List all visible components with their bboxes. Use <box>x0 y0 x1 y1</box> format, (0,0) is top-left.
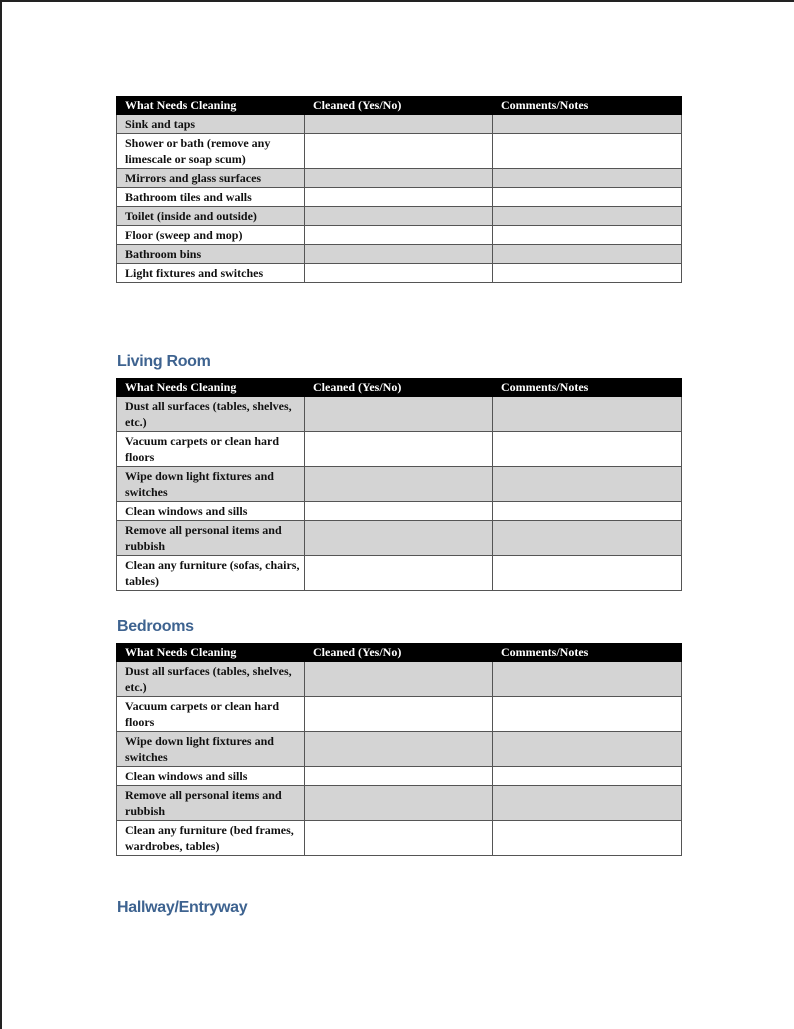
cleaned-cell[interactable] <box>305 115 493 134</box>
header-what-needs-cleaning: What Needs Cleaning <box>117 644 305 662</box>
bedrooms-table <box>116 643 682 856</box>
table-row <box>117 556 682 591</box>
comments-cell[interactable] <box>493 556 682 591</box>
cleaned-cell[interactable] <box>305 767 493 786</box>
header-comments: Comments/Notes <box>493 97 682 115</box>
table-header-row <box>117 379 682 397</box>
task-cell: Floor (sweep and mop) <box>117 226 305 245</box>
table-row <box>117 732 682 767</box>
hallway-title: Hallway/Entryway <box>117 899 248 916</box>
bathroom-table <box>116 96 682 283</box>
table-row <box>117 226 682 245</box>
header-cleaned: Cleaned (Yes/No) <box>305 644 493 662</box>
table-row <box>117 245 682 264</box>
header-comments: Comments/Notes <box>493 379 682 397</box>
header-what-needs-cleaning: What Needs Cleaning <box>117 379 305 397</box>
task-cell: Light fixtures and switches <box>117 264 305 283</box>
comments-cell[interactable] <box>493 502 682 521</box>
table-header-row <box>117 644 682 662</box>
task-cell: Vacuum carpets or clean hard floors <box>117 432 305 467</box>
task-cell: Clean windows and sills <box>117 502 305 521</box>
table-row <box>117 207 682 226</box>
table-row <box>117 134 682 169</box>
task-cell: Bathroom bins <box>117 245 305 264</box>
comments-cell[interactable] <box>493 169 682 188</box>
cleaned-cell[interactable] <box>305 134 493 169</box>
task-cell: Sink and taps <box>117 115 305 134</box>
task-cell: Toilet (inside and outside) <box>117 207 305 226</box>
task-cell: Wipe down light fixtures and switches <box>117 467 305 502</box>
cleaned-cell[interactable] <box>305 521 493 556</box>
comments-cell[interactable] <box>493 697 682 732</box>
cleaned-cell[interactable] <box>305 556 493 591</box>
header-cleaned: Cleaned (Yes/No) <box>305 379 493 397</box>
cleaned-cell[interactable] <box>305 732 493 767</box>
comments-cell[interactable] <box>493 397 682 432</box>
cleaned-cell[interactable] <box>305 821 493 856</box>
task-cell: Clean any furniture (bed frames, wardrobes, tables) <box>117 821 305 856</box>
task-cell: Shower or bath (remove any limescale or soap scum) <box>117 134 305 169</box>
living-room-table <box>116 378 682 591</box>
header-comments: Comments/Notes <box>493 644 682 662</box>
table-row <box>117 662 682 697</box>
table-row <box>117 169 682 188</box>
cleaned-cell[interactable] <box>305 467 493 502</box>
comments-cell[interactable] <box>493 226 682 245</box>
bathroom-rows <box>117 115 682 283</box>
comments-cell[interactable] <box>493 115 682 134</box>
header-cleaned: Cleaned (Yes/No) <box>305 97 493 115</box>
cleaned-cell[interactable] <box>305 245 493 264</box>
cleaned-cell[interactable] <box>305 169 493 188</box>
comments-cell[interactable] <box>493 786 682 821</box>
table-row <box>117 264 682 283</box>
cleaned-cell[interactable] <box>305 662 493 697</box>
comments-cell[interactable] <box>493 245 682 264</box>
cleaned-cell[interactable] <box>305 432 493 467</box>
page-edge-left <box>0 0 2 1029</box>
table-row <box>117 467 682 502</box>
bedrooms-title: Bedrooms <box>117 618 194 635</box>
task-cell: Clean windows and sills <box>117 767 305 786</box>
table-row <box>117 521 682 556</box>
comments-cell[interactable] <box>493 662 682 697</box>
task-cell: Vacuum carpets or clean hard floors <box>117 697 305 732</box>
cleaned-cell[interactable] <box>305 786 493 821</box>
living-room-section <box>116 378 681 591</box>
cleaned-cell[interactable] <box>305 502 493 521</box>
table-row <box>117 397 682 432</box>
comments-cell[interactable] <box>493 767 682 786</box>
comments-cell[interactable] <box>493 821 682 856</box>
comments-cell[interactable] <box>493 521 682 556</box>
task-cell: Dust all surfaces (tables, shelves, etc.) <box>117 662 305 697</box>
page-edge-top <box>0 0 794 2</box>
comments-cell[interactable] <box>493 188 682 207</box>
bedrooms-rows <box>117 662 682 856</box>
comments-cell[interactable] <box>493 432 682 467</box>
table-row <box>117 767 682 786</box>
table-row <box>117 115 682 134</box>
comments-cell[interactable] <box>493 207 682 226</box>
table-row <box>117 786 682 821</box>
comments-cell[interactable] <box>493 467 682 502</box>
table-row <box>117 432 682 467</box>
task-cell: Bathroom tiles and walls <box>117 188 305 207</box>
cleaned-cell[interactable] <box>305 397 493 432</box>
cleaned-cell[interactable] <box>305 207 493 226</box>
task-cell: Dust all surfaces (tables, shelves, etc.) <box>117 397 305 432</box>
task-cell: Remove all personal items and rubbish <box>117 786 305 821</box>
table-row <box>117 188 682 207</box>
header-what-needs-cleaning: What Needs Cleaning <box>117 97 305 115</box>
task-cell: Wipe down light fixtures and switches <box>117 732 305 767</box>
comments-cell[interactable] <box>493 134 682 169</box>
comments-cell[interactable] <box>493 732 682 767</box>
cleaned-cell[interactable] <box>305 264 493 283</box>
table-row <box>117 821 682 856</box>
table-row <box>117 502 682 521</box>
living-room-title: Living Room <box>117 353 211 370</box>
task-cell: Remove all personal items and rubbish <box>117 521 305 556</box>
cleaned-cell[interactable] <box>305 697 493 732</box>
cleaned-cell[interactable] <box>305 188 493 207</box>
task-cell: Mirrors and glass surfaces <box>117 169 305 188</box>
living-room-rows <box>117 397 682 591</box>
bedrooms-section <box>116 643 681 856</box>
table-row <box>117 697 682 732</box>
bathroom-section <box>116 96 681 283</box>
task-cell: Clean any furniture (sofas, chairs, tables) <box>117 556 305 591</box>
cleaned-cell[interactable] <box>305 226 493 245</box>
comments-cell[interactable] <box>493 264 682 283</box>
table-header-row <box>117 97 682 115</box>
